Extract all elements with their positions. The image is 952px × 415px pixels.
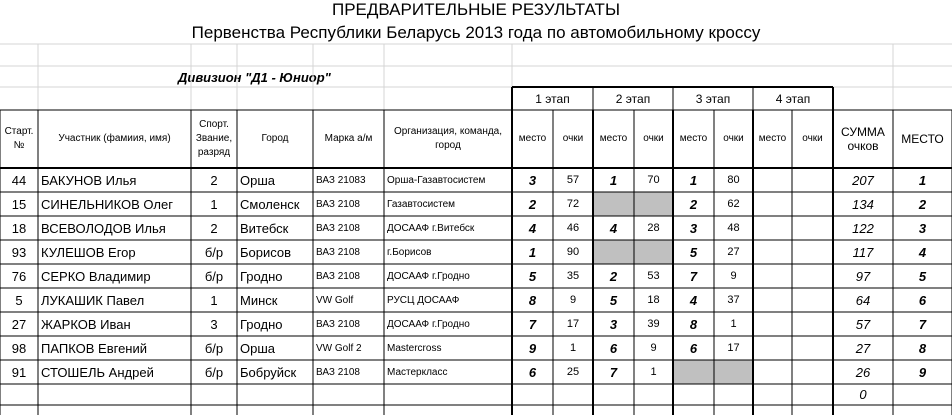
stage-points-header: очки — [643, 133, 664, 144]
stage-place: 1 — [528, 244, 537, 260]
stage-place: 4 — [528, 220, 537, 236]
start-no-header: Старт. № — [4, 126, 34, 151]
start-no: 91 — [11, 364, 27, 380]
car: ВАЗ 2108 — [316, 318, 360, 330]
stage-place — [753, 168, 792, 192]
car: ВАЗ 2108 — [316, 222, 360, 234]
stage-points: 25 — [566, 366, 580, 378]
stage-points: 53 — [647, 270, 660, 282]
stage-points: 17 — [727, 342, 740, 354]
rank: б/р — [204, 340, 224, 356]
stage-points: 18 — [647, 294, 660, 306]
stage-points: 1 — [730, 318, 737, 330]
final-place-header: МЕСТО — [901, 132, 944, 146]
final-place: 8 — [918, 340, 927, 356]
stage-place — [753, 360, 792, 384]
participant-name: ЖАРКОВ Иван — [41, 316, 131, 332]
stage-points — [714, 384, 753, 405]
stage-place: 7 — [689, 268, 698, 284]
stage-place: 3 — [689, 220, 698, 236]
page-title: ПРЕДВАРИТЕЛЬНЫЕ РЕЗУЛЬТАТЫ — [332, 0, 620, 19]
stage-place: 1 — [689, 172, 698, 188]
city: Гродно — [240, 316, 283, 332]
rank: 2 — [210, 172, 218, 188]
stage-place: 2 — [528, 196, 537, 212]
participant-header: Участник (фамиия, имя) — [58, 133, 171, 144]
city-header: Город — [261, 133, 289, 144]
org-header: Организация, команда, город — [393, 126, 503, 151]
stage-points: 35 — [566, 270, 580, 282]
stage-place: 7 — [609, 364, 618, 380]
sum-points: 134 — [852, 196, 874, 212]
division-label: Дивизион "Д1 - Юниор" — [178, 70, 331, 85]
stage-place: 5 — [609, 292, 618, 308]
stage-place — [753, 264, 792, 288]
car: ВАЗ 2108 — [316, 366, 360, 378]
car-header: Марка а/м — [324, 133, 373, 144]
car: ВАЗ 2108 — [316, 270, 360, 282]
start-no: 15 — [11, 196, 27, 212]
stage-points — [714, 360, 753, 384]
sum-points: 207 — [852, 172, 874, 188]
car: VW Golf — [316, 294, 354, 306]
stage-points — [792, 216, 833, 240]
city: Орша — [240, 172, 276, 188]
stage-place: 7 — [528, 316, 537, 332]
organization: РУСЦ ДОСААФ — [387, 294, 460, 306]
start-no: 93 — [11, 244, 27, 260]
participant-name: БАКУНОВ Илья — [41, 172, 137, 188]
stage-place — [593, 240, 634, 264]
stage-points: 46 — [566, 222, 580, 234]
city: Минск — [240, 292, 278, 308]
start-no: 27 — [11, 316, 27, 332]
sum-points: 122 — [852, 220, 874, 236]
car: VW Golf 2 — [316, 342, 362, 354]
stage-points — [634, 384, 673, 405]
start-no — [0, 384, 38, 405]
stage-points: 48 — [727, 222, 740, 234]
stage-points: 9 — [650, 342, 657, 354]
stage-header: 1 этап — [535, 91, 570, 106]
stage-points: 70 — [647, 174, 660, 186]
stage-place: 3 — [609, 316, 618, 332]
stage-points: 9 — [730, 270, 737, 282]
stage-place — [753, 240, 792, 264]
city — [237, 384, 313, 405]
stage-points: 39 — [647, 318, 660, 330]
final-place: 9 — [918, 364, 927, 380]
organization: ДОСААФ г.Витебск — [387, 222, 475, 234]
rank: 3 — [210, 316, 218, 332]
sum-points: 0 — [859, 387, 867, 402]
stage-place — [753, 216, 792, 240]
stage-place: 6 — [609, 340, 618, 356]
organization: ДОСААФ г.Гродно — [387, 270, 470, 282]
rank: б/р — [204, 244, 224, 260]
stage-place: 4 — [689, 292, 698, 308]
sum-points: 27 — [855, 340, 871, 356]
stage-points: 72 — [566, 198, 580, 210]
stage-points — [792, 168, 833, 192]
stage-points: 90 — [566, 246, 580, 258]
rank — [191, 384, 237, 405]
stage-points — [792, 240, 833, 264]
stage-points: 28 — [647, 222, 660, 234]
stage-header: 3 этап — [695, 91, 731, 106]
city: Смоленск — [240, 196, 300, 212]
car: ВАЗ 2108 — [316, 246, 360, 258]
final-place: 6 — [918, 292, 927, 308]
stage-place: 6 — [689, 340, 698, 356]
stage-header: 4 этап — [775, 91, 811, 106]
stage-points — [634, 240, 673, 264]
final-place: 3 — [918, 220, 927, 236]
stage-points — [792, 288, 833, 312]
stage-place: 9 — [528, 340, 537, 356]
stage-points: 9 — [569, 294, 577, 306]
rank: 1 — [210, 292, 218, 308]
start-no: 5 — [15, 292, 23, 308]
stage-place — [673, 384, 714, 405]
organization: Мастеркласс — [387, 366, 448, 378]
rank: б/р — [204, 268, 224, 284]
stage-place: 6 — [528, 364, 537, 380]
stage-points: 37 — [727, 294, 740, 306]
stage-points — [792, 384, 833, 405]
sum-points: 117 — [852, 244, 874, 260]
city: Гродно — [240, 268, 283, 284]
stage-place: 2 — [689, 196, 698, 212]
sum-points: 57 — [855, 316, 871, 332]
stage-place — [753, 288, 792, 312]
city: Бобруйск — [240, 364, 297, 380]
start-no: 44 — [11, 172, 27, 188]
participant-name: СЕРКО Владимир — [41, 268, 151, 284]
stage-place — [753, 384, 792, 405]
stage-points: 1 — [569, 342, 577, 354]
stage-place — [593, 192, 634, 216]
stage-points — [792, 336, 833, 360]
city: Витебск — [240, 220, 289, 236]
stage-points: 57 — [566, 174, 580, 186]
final-place: 1 — [918, 172, 927, 188]
rank-header: Спорт. Звание, разряд — [195, 119, 233, 158]
organization: Газавтосистем — [387, 198, 456, 210]
stage-place: 8 — [528, 292, 537, 308]
stage-header: 2 этап — [615, 91, 651, 106]
stage-points-header: очки — [723, 133, 744, 144]
stage-place: 4 — [609, 220, 618, 236]
final-place — [893, 384, 952, 405]
stage-place-header: место — [679, 133, 708, 144]
participant-name: СТОШЕЛЬ Андрей — [41, 364, 154, 380]
start-no: 98 — [11, 340, 27, 356]
stage-points — [792, 192, 833, 216]
rank: 1 — [210, 196, 218, 212]
stage-points: 1 — [650, 366, 657, 378]
stage-place — [753, 312, 792, 336]
participant-name: ПАПКОВ Евгений — [41, 340, 147, 356]
participant-name — [38, 384, 191, 405]
participant-name: ВСЕВОЛОДОВ Илья — [41, 220, 166, 236]
organization: ДОСААФ г.Гродно — [387, 318, 470, 330]
sum-points: 64 — [855, 292, 871, 308]
stage-place-header: место — [599, 133, 628, 144]
stage-place: 5 — [528, 268, 537, 284]
stage-points-header: очки — [802, 133, 823, 144]
stage-place-header: место — [758, 133, 787, 144]
sum-points: 26 — [855, 364, 871, 380]
stage-points: 27 — [727, 246, 740, 258]
participant-name: КУЛЕШОВ Егор — [41, 244, 136, 260]
rank: 2 — [210, 220, 218, 236]
car: ВАЗ 21083 — [316, 174, 366, 186]
stage-points — [634, 192, 673, 216]
final-place: 2 — [918, 196, 927, 212]
stage-place — [593, 384, 634, 405]
rank: б/р — [204, 364, 224, 380]
stage-points: 62 — [727, 198, 740, 210]
city: Орша — [240, 340, 276, 356]
stage-place: 8 — [689, 316, 698, 332]
organization: Mastercross — [387, 342, 442, 354]
organization — [384, 384, 512, 405]
organization: Орша-Газавтосистем — [387, 174, 486, 186]
stage-place — [512, 384, 553, 405]
city: Борисов — [240, 244, 292, 260]
participant-name: ЛУКАШИК Павел — [41, 292, 145, 308]
organization: г.Борисов — [387, 246, 432, 258]
stage-points: 80 — [727, 174, 740, 186]
stage-place: 1 — [609, 172, 618, 188]
stage-place: 3 — [528, 172, 537, 188]
stage-place — [753, 192, 792, 216]
stage-points — [553, 384, 593, 405]
car — [313, 384, 384, 405]
final-place: 7 — [918, 316, 927, 332]
participant-name: СИНЕЛЬНИКОВ Олег — [41, 196, 173, 212]
sum-points: 97 — [855, 268, 871, 284]
start-no: 18 — [11, 220, 27, 236]
final-place: 5 — [918, 268, 927, 284]
stage-points — [792, 264, 833, 288]
page-subtitle: Первенства Республики Беларусь 2013 года по автомобильному кроссу — [191, 23, 761, 42]
stage-place — [673, 360, 714, 384]
stage-points — [792, 360, 833, 384]
final-place: 4 — [918, 244, 927, 260]
stage-place: 5 — [689, 244, 698, 260]
stage-points-header: очки — [562, 133, 584, 144]
start-no: 76 — [11, 268, 27, 284]
sum-header: СУММА очков — [841, 125, 885, 153]
car: ВАЗ 2108 — [316, 198, 360, 210]
stage-points: 17 — [566, 318, 580, 330]
stage-place-header: место — [518, 133, 547, 144]
stage-place — [753, 336, 792, 360]
stage-place: 2 — [609, 268, 618, 284]
stage-points — [792, 312, 833, 336]
